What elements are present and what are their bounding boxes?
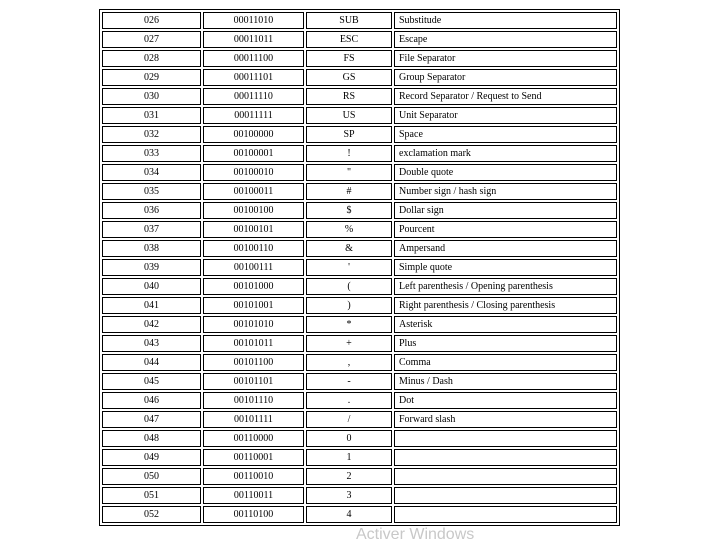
symbol-cell: ) — [306, 297, 392, 314]
table-row — [102, 259, 617, 276]
description-cell: Plus — [394, 335, 617, 352]
binary-cell: 00101111 — [203, 411, 304, 428]
symbol-cell: US — [306, 107, 392, 124]
decimal-cell: 048 — [102, 430, 201, 447]
description-cell: Dollar sign — [394, 202, 617, 219]
symbol-cell: SUB — [306, 12, 392, 29]
decimal-cell: 047 — [102, 411, 201, 428]
table-row — [102, 278, 617, 295]
description-cell: File Separator — [394, 50, 617, 67]
symbol-cell: FS — [306, 50, 392, 67]
table-row — [102, 221, 617, 238]
table-row — [102, 411, 617, 428]
binary-cell: 00100011 — [203, 183, 304, 200]
symbol-cell: ! — [306, 145, 392, 162]
description-cell: exclamation mark — [394, 145, 617, 162]
binary-cell: 00011110 — [203, 88, 304, 105]
binary-cell: 00100111 — [203, 259, 304, 276]
binary-cell: 00101010 — [203, 316, 304, 333]
decimal-cell: 033 — [102, 145, 201, 162]
binary-cell: 00101001 — [203, 297, 304, 314]
decimal-cell: 049 — [102, 449, 201, 466]
table-row — [102, 107, 617, 124]
description-cell — [394, 506, 617, 523]
description-cell: Unit Separator — [394, 107, 617, 124]
symbol-cell: ' — [306, 259, 392, 276]
description-cell: Simple quote — [394, 259, 617, 276]
binary-cell: 00011100 — [203, 50, 304, 67]
binary-cell: 00101110 — [203, 392, 304, 409]
binary-cell: 00101101 — [203, 373, 304, 390]
table-row — [102, 69, 617, 86]
symbol-cell: GS — [306, 69, 392, 86]
decimal-cell: 027 — [102, 31, 201, 48]
binary-cell: 00110000 — [203, 430, 304, 447]
table-row — [102, 50, 617, 67]
decimal-cell: 046 — [102, 392, 201, 409]
description-cell: Double quote — [394, 164, 617, 181]
symbol-cell: - — [306, 373, 392, 390]
description-cell: Comma — [394, 354, 617, 371]
decimal-cell: 031 — [102, 107, 201, 124]
decimal-cell: 035 — [102, 183, 201, 200]
description-cell: Pourcent — [394, 221, 617, 238]
table-row — [102, 31, 617, 48]
symbol-cell: 0 — [306, 430, 392, 447]
table-row — [102, 164, 617, 181]
binary-cell: 00101000 — [203, 278, 304, 295]
symbol-cell: & — [306, 240, 392, 257]
binary-cell: 00100000 — [203, 126, 304, 143]
decimal-cell: 044 — [102, 354, 201, 371]
description-cell: Dot — [394, 392, 617, 409]
description-cell: Left parenthesis / Opening parenthesis — [394, 278, 617, 295]
description-cell: Substitude — [394, 12, 617, 29]
symbol-cell: SP — [306, 126, 392, 143]
binary-cell: 00100100 — [203, 202, 304, 219]
table-row — [102, 297, 617, 314]
symbol-cell: . — [306, 392, 392, 409]
description-cell: Record Separator / Request to Send — [394, 88, 617, 105]
table-row — [102, 126, 617, 143]
description-cell — [394, 487, 617, 504]
description-cell — [394, 430, 617, 447]
decimal-cell: 028 — [102, 50, 201, 67]
description-cell — [394, 449, 617, 466]
decimal-cell: 032 — [102, 126, 201, 143]
symbol-cell: ESC — [306, 31, 392, 48]
decimal-cell: 030 — [102, 88, 201, 105]
symbol-cell: * — [306, 316, 392, 333]
binary-cell: 00110010 — [203, 468, 304, 485]
activate-windows-watermark: Activer Windows — [356, 526, 475, 540]
table-row — [102, 335, 617, 352]
binary-cell: 00100001 — [203, 145, 304, 162]
decimal-cell: 043 — [102, 335, 201, 352]
binary-cell: 00011010 — [203, 12, 304, 29]
description-cell: Ampersand — [394, 240, 617, 257]
decimal-cell: 051 — [102, 487, 201, 504]
description-cell: Space — [394, 126, 617, 143]
binary-cell: 00100010 — [203, 164, 304, 181]
table-row — [102, 88, 617, 105]
decimal-cell: 026 — [102, 12, 201, 29]
symbol-cell: % — [306, 221, 392, 238]
description-cell: Forward slash — [394, 411, 617, 428]
table-row — [102, 202, 617, 219]
table-row — [102, 506, 617, 523]
symbol-cell: , — [306, 354, 392, 371]
binary-cell: 00110100 — [203, 506, 304, 523]
symbol-cell: $ — [306, 202, 392, 219]
table-row — [102, 354, 617, 371]
symbol-cell: + — [306, 335, 392, 352]
symbol-cell: # — [306, 183, 392, 200]
binary-cell: 00100101 — [203, 221, 304, 238]
decimal-cell: 040 — [102, 278, 201, 295]
decimal-cell: 050 — [102, 468, 201, 485]
decimal-cell: 042 — [102, 316, 201, 333]
decimal-cell: 039 — [102, 259, 201, 276]
description-cell: Asterisk — [394, 316, 617, 333]
table-row — [102, 240, 617, 257]
table-row — [102, 449, 617, 466]
binary-cell: 00110011 — [203, 487, 304, 504]
binary-cell: 00100110 — [203, 240, 304, 257]
table-row — [102, 316, 617, 333]
decimal-cell: 045 — [102, 373, 201, 390]
table-row — [102, 183, 617, 200]
table-row — [102, 468, 617, 485]
decimal-cell: 036 — [102, 202, 201, 219]
decimal-cell: 041 — [102, 297, 201, 314]
description-cell — [394, 468, 617, 485]
description-cell: Minus / Dash — [394, 373, 617, 390]
binary-cell: 00011011 — [203, 31, 304, 48]
binary-cell: 00101011 — [203, 335, 304, 352]
symbol-cell: RS — [306, 88, 392, 105]
table-row — [102, 145, 617, 162]
ascii-table — [99, 9, 620, 526]
decimal-cell: 037 — [102, 221, 201, 238]
description-cell: Right parenthesis / Closing parenthesis — [394, 297, 617, 314]
table-row — [102, 430, 617, 447]
decimal-cell: 034 — [102, 164, 201, 181]
binary-cell: 00011101 — [203, 69, 304, 86]
symbol-cell: 4 — [306, 506, 392, 523]
symbol-cell: " — [306, 164, 392, 181]
ascii-table-body — [102, 12, 617, 523]
symbol-cell: 1 — [306, 449, 392, 466]
decimal-cell: 052 — [102, 506, 201, 523]
description-cell: Number sign / hash sign — [394, 183, 617, 200]
table-row — [102, 487, 617, 504]
symbol-cell: 2 — [306, 468, 392, 485]
table-row — [102, 392, 617, 409]
decimal-cell: 038 — [102, 240, 201, 257]
table-row — [102, 12, 617, 29]
table-row — [102, 373, 617, 390]
symbol-cell: ( — [306, 278, 392, 295]
decimal-cell: 029 — [102, 69, 201, 86]
description-cell: Escape — [394, 31, 617, 48]
description-cell: Group Separator — [394, 69, 617, 86]
binary-cell: 00110001 — [203, 449, 304, 466]
binary-cell: 00101100 — [203, 354, 304, 371]
binary-cell: 00011111 — [203, 107, 304, 124]
symbol-cell: / — [306, 411, 392, 428]
symbol-cell: 3 — [306, 487, 392, 504]
